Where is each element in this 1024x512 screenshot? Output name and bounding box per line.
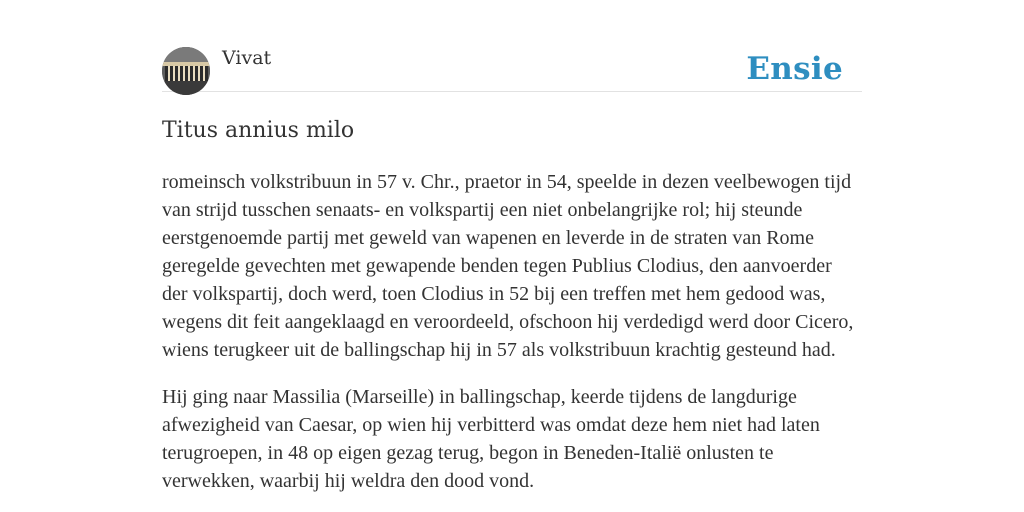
article-paragraph: Hij ging naar Massilia (Marseille) in ballingschap, keerde tijdens de langdurige afwezigheid van Caesar, op wien hij verbitterd was omdat deze hem niet had laten terugroepen, in 48 op eigen gezag terug, begon in Beneden-Italië onlusten te verwekken, waarbij hij weldra den dood vond.	[162, 386, 820, 492]
page	[162, 0, 862, 492]
article-paragraph: romeinsch volkstribuun in 57 v. Chr., praetor in 54, speelde in dezen veelbewogen tijd van strijd tusschen senaats- en volkspartij een niet onbelangrijke rol; hij steunde eerstgenoemde partij met geweld van wapenen en leverde in de straten van Rome geregelde gevechten met gewapende benden tegen Publius Clodius, den aanvoerder der volkspartij, doch werd, toen Clodius in 52 bij een treffen met hem gedood was, wegens dit feit aangeklaagd en veroordeeld, ofschoon hij verdedigd werd door Cicero, wiens terugkeer uit de ballingschap hij in 57 als volkstribuun krachtig gesteund had.	[162, 171, 854, 361]
avatar[interactable]	[162, 47, 210, 95]
ensie-logo[interactable]: Ensie	[746, 51, 843, 87]
header	[162, 0, 862, 92]
article-body	[162, 168, 862, 512]
page-title: Titus annius milo	[162, 118, 355, 143]
books-avatar-icon	[162, 47, 210, 95]
author-name[interactable]: Vivat	[222, 47, 272, 69]
